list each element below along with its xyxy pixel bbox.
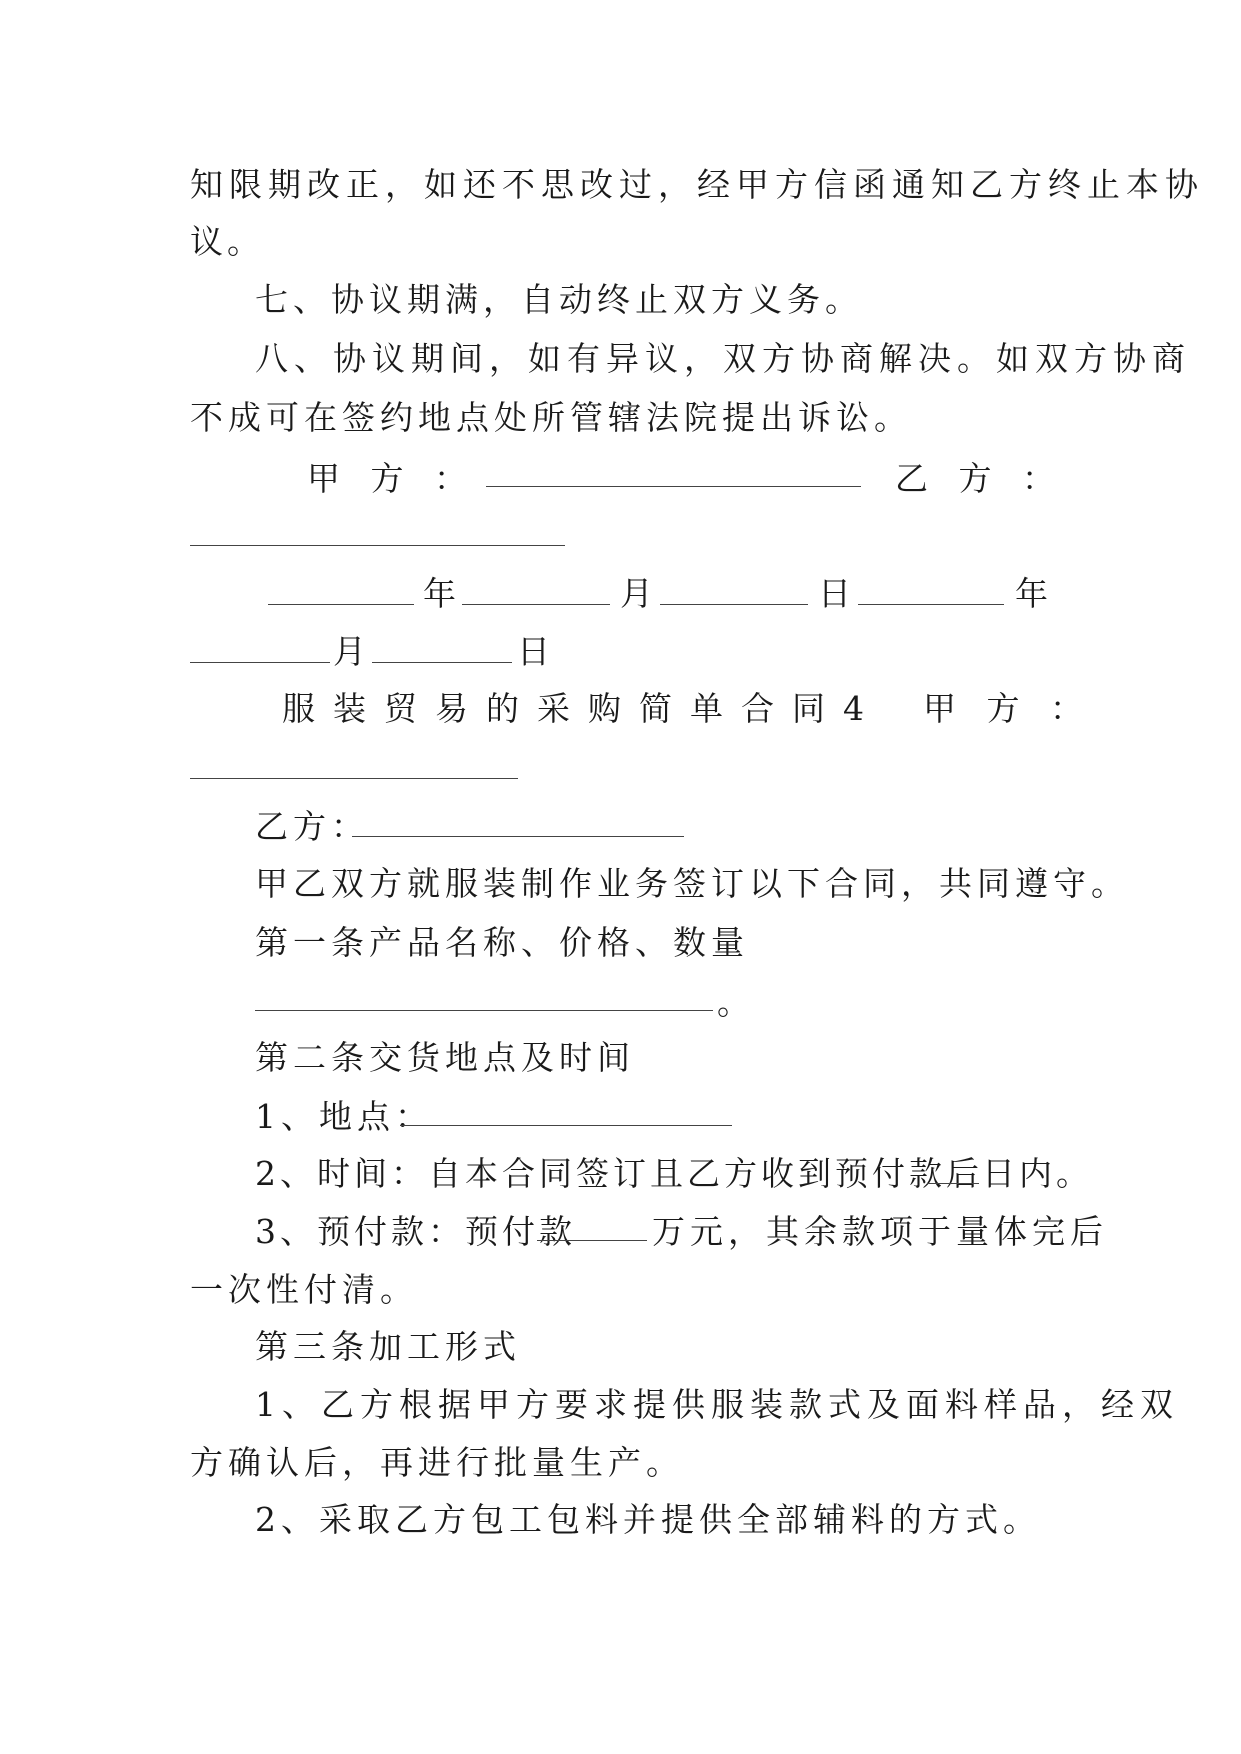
prepayment-blank <box>537 1240 647 1241</box>
date-year2-label: 年 <box>1015 574 1052 613</box>
date-year2-blank <box>858 604 1004 605</box>
article-1-blank <box>255 1010 713 1011</box>
date-month2-label: 月 <box>333 632 370 671</box>
date-month-blank <box>462 604 610 605</box>
paragraph-line: 议。 <box>190 222 264 261</box>
paragraph-line: 不成可在签约地点处所管辖法院提出诉讼。 <box>190 398 912 437</box>
date-day-label: 日 <box>818 574 855 613</box>
signature-party-b-label: 乙 方 ： <box>895 459 1065 498</box>
party-a-label: 甲 方 ： <box>923 689 1093 728</box>
date-day2-label: 日 <box>517 632 554 671</box>
article-1-title: 第一条产品名称、价格、数量 <box>255 923 749 962</box>
intro-text: 甲乙双方就服装制作业务签订以下合同，共同遵守。 <box>255 864 1129 903</box>
date-month-label: 月 <box>620 574 657 613</box>
party-b-label: 乙方： <box>255 807 369 846</box>
article-3-title: 第三条加工形式 <box>255 1327 521 1366</box>
article-2-item-2: 2、时间：自本合同签订且乙方收到预付款后 <box>255 1154 983 1193</box>
date-year-blank <box>268 604 414 605</box>
article-1-period: 。 <box>717 983 754 1022</box>
article-2-item-3-cont: 万元，其余款项于量体完后 <box>652 1212 1108 1251</box>
date-day-blank <box>660 604 808 605</box>
clause-7: 七、协议期满，自动终止双方义务。 <box>255 280 863 319</box>
clause-8: 八、协议期间，如有异议，双方协商解决。如双方协商 <box>255 339 1191 378</box>
party-a-blank <box>190 778 518 779</box>
date-month2-blank <box>190 662 330 663</box>
date-year-label: 年 <box>423 574 460 613</box>
article-2-item-3: 3、预付款：预付款 <box>255 1212 576 1251</box>
location-blank <box>400 1125 732 1126</box>
paragraph-line: 一次性付清。 <box>190 1270 418 1309</box>
contract-title: 服装贸易的采购简单合同4 <box>282 689 882 728</box>
party-b-blank <box>352 836 684 837</box>
article-2-title: 第二条交货地点及时间 <box>255 1038 635 1077</box>
signature-party-b-blank <box>190 545 565 546</box>
paragraph-line: 知限期改正，如还不思改过，经甲方信函通知乙方终止本协 <box>190 165 1204 204</box>
days-blank <box>927 1183 979 1184</box>
article-3-item-2: 2、采取乙方包工包料并提供全部辅料的方式。 <box>255 1500 1041 1539</box>
article-2-item-2-end: 日内。 <box>982 1154 1093 1193</box>
article-3-item-1: 1、乙方根据甲方要求提供服装款式及面料样品，经双 <box>255 1385 1179 1424</box>
signature-party-a-label: 甲 方 ： <box>307 459 477 498</box>
signature-party-a-blank <box>486 486 861 487</box>
paragraph-line: 方确认后，再进行批量生产。 <box>190 1443 684 1482</box>
date-day2-blank <box>372 662 512 663</box>
article-2-item-1: 1、地点： <box>255 1097 433 1136</box>
